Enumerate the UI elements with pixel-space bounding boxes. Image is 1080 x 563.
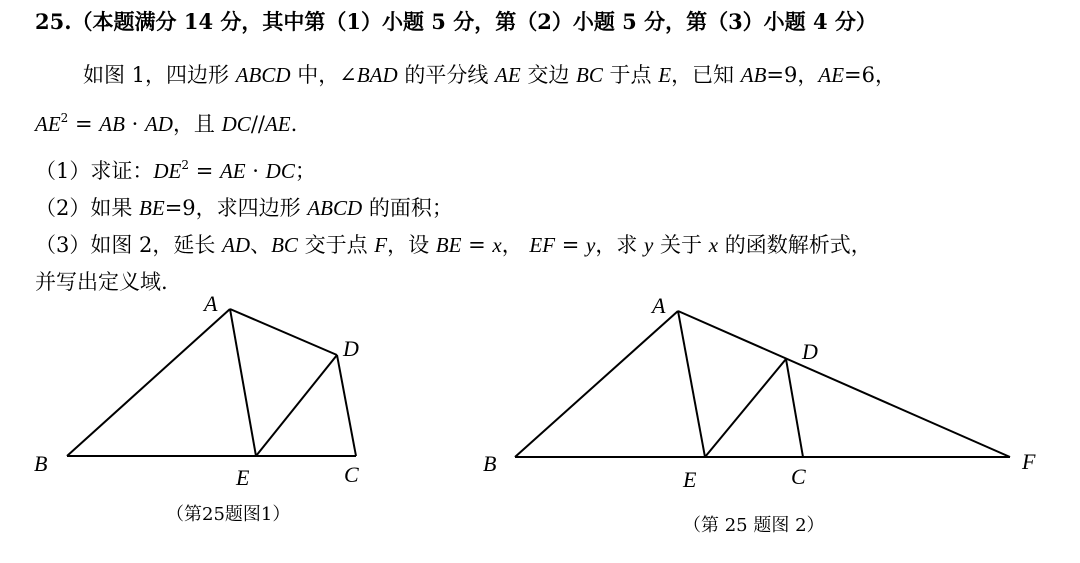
intro-ae: AE (495, 63, 521, 87)
fig1-label-c: C (344, 462, 359, 487)
fig2-segment-de (705, 359, 786, 457)
q1-end: ； (294, 159, 316, 183)
q1-dot: · (245, 159, 266, 183)
q1-lead: （1）求证： (35, 159, 154, 183)
cond-period: . (290, 112, 298, 136)
fig1-label-a: A (204, 291, 218, 316)
q3-text: 交于点 (297, 233, 375, 257)
q1-de: DE (153, 159, 182, 183)
q3-ad: AD (222, 233, 251, 257)
fig1-label-b: B (34, 451, 48, 476)
fig2-label-c: C (791, 464, 806, 489)
intro-bc: BC (576, 63, 603, 87)
fig2-segment-ae (678, 311, 705, 457)
q3-text: ，求 (595, 233, 645, 257)
cond-text: ，且 (172, 112, 222, 136)
q1-equals: = (189, 159, 220, 183)
q1-dc: DC (265, 159, 295, 183)
q3-sep: 、 (250, 233, 272, 257)
q3-f: F (374, 233, 388, 257)
q2-lead: （2）如果 (35, 196, 140, 220)
q1-ae: AE (219, 159, 246, 183)
intro-e: E (658, 63, 672, 87)
intro-ae-eq: AE (818, 63, 845, 87)
intro-ab: AB (740, 63, 767, 87)
intro-text: ，已知 (671, 63, 741, 87)
figure-1-caption: （第25题图1） (166, 504, 291, 525)
q3-text: ， (501, 233, 530, 257)
intro-text: 于点 (602, 63, 659, 87)
q1-exponent: 2 (181, 158, 190, 172)
question-3-line2: 并写出定义域. (35, 270, 168, 294)
q3-x2: x (708, 233, 719, 257)
intro-value: =9， (766, 63, 819, 87)
fig2-segment-dc (786, 359, 803, 457)
q3-text: 的函数解析式， (718, 233, 872, 257)
q3-y2: y (644, 233, 654, 257)
q3-bc: BC (271, 233, 298, 257)
q3-text: 关于 (653, 233, 709, 257)
intro-text: 的平分线 (397, 63, 496, 87)
fig2-label-e: E (683, 467, 697, 492)
fig1-segment-ae (230, 309, 256, 456)
intro-value: =6， (844, 63, 896, 87)
cond-dc: DC (221, 112, 251, 136)
fig2-label-d: D (802, 339, 818, 364)
intro-bad: BAD (356, 63, 398, 87)
cond-exponent: 2 (60, 111, 69, 125)
q2-be: BE (139, 196, 165, 220)
figure-2 (515, 311, 1010, 457)
fig1-segment-de (256, 355, 337, 456)
fig1-label-e: E (236, 465, 250, 490)
figure-2-caption: （第 25 题图 2） (683, 515, 825, 536)
cond-equals: = (68, 112, 100, 136)
fig1-segment-ad (230, 309, 337, 355)
fig2-label-b: B (483, 451, 497, 476)
q3-be: BE (435, 233, 462, 257)
q3-x: x (492, 233, 502, 257)
q3-equals: = (461, 233, 493, 257)
q3-ef: EF (529, 233, 556, 257)
cond-ad: AD (144, 112, 173, 136)
q2-text: =9，求四边形 (164, 196, 308, 220)
q2-end: 的面积； (362, 196, 453, 220)
cond-dot: · (124, 112, 145, 136)
intro-text: 如图 1，四边形 (83, 63, 236, 87)
cond-ab: AB (99, 112, 125, 136)
intro-abcd: ABCD (235, 63, 291, 87)
intro-text: 中，∠ (290, 63, 357, 87)
problem-header: 25.（本题满分 14 分，其中第（1）小题 5 分，第（2）小题 5 分，第（3）小题 4 分） (35, 9, 877, 34)
cond-parallel: // (250, 112, 265, 136)
fig1-segment-ab (67, 309, 230, 456)
fig1-label-d: D (343, 336, 359, 361)
cond-ae2: AE (264, 112, 291, 136)
fig2-label-a: A (652, 293, 666, 318)
q3-equals: = (555, 233, 587, 257)
figure-1 (67, 309, 356, 456)
fig2-segment-af (678, 311, 1010, 457)
fig1-segment-dc (337, 355, 356, 456)
q3-y: y (586, 233, 596, 257)
q3-text: ，设 (387, 233, 436, 257)
fig2-segment-ab (515, 311, 678, 457)
cond-ae: AE (35, 112, 61, 136)
q2-abcd: ABCD (307, 196, 363, 220)
fig2-label-f: F (1022, 449, 1036, 474)
intro-text: 交边 (520, 63, 577, 87)
q3-lead: （3）如图 2，延长 (35, 233, 223, 257)
